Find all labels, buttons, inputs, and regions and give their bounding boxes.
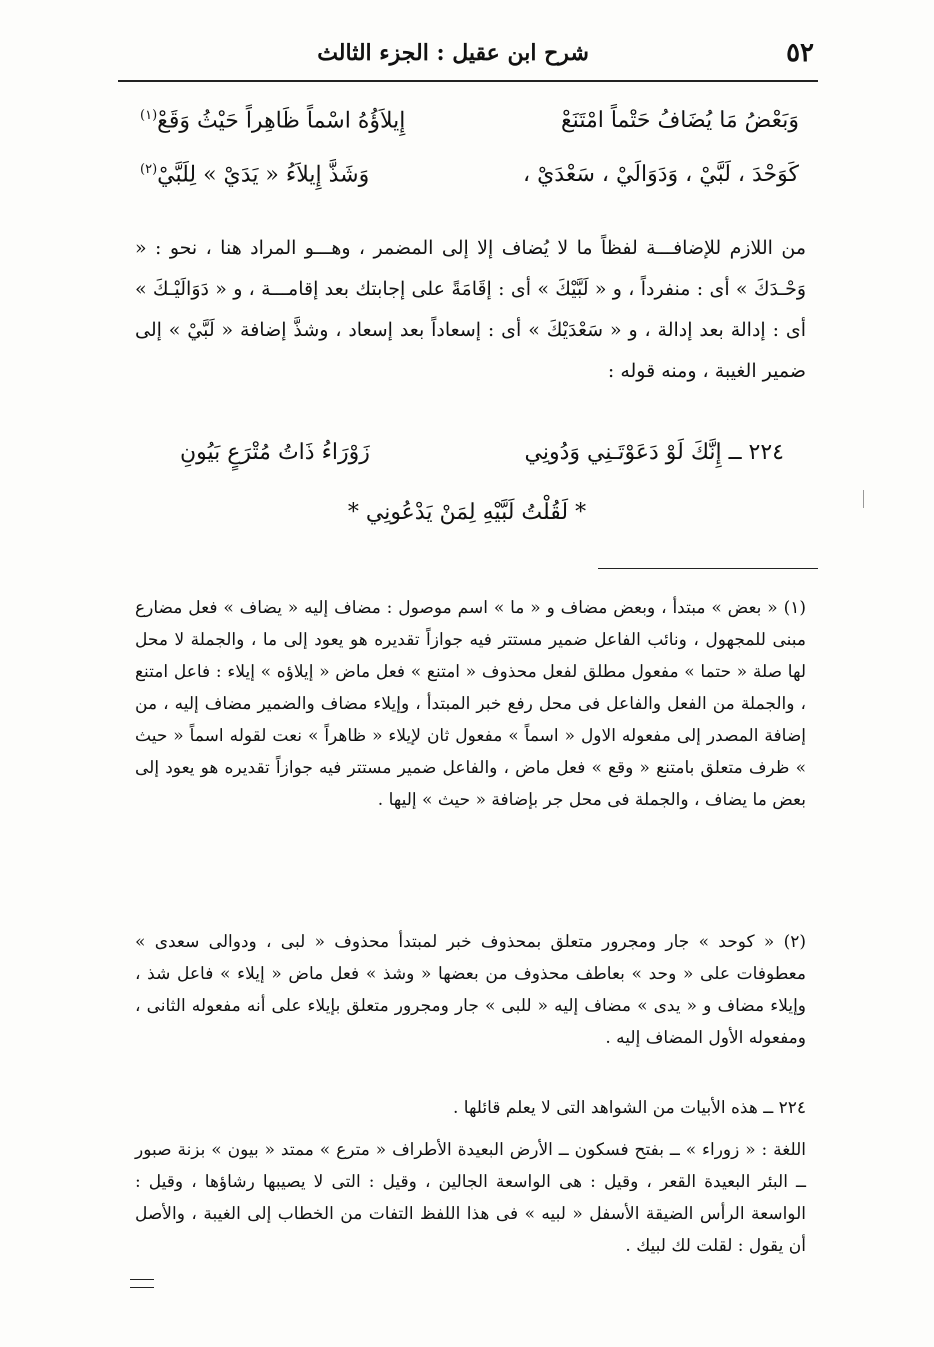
- continuation-mark: [130, 1279, 154, 1288]
- verse-2-left-hemistich: وَشَذَّ إِيلاَءُ « يَدَيْ » لِلَبَّيْ$^{(٢)}$: [140, 162, 370, 188]
- page-header: [120, 28, 814, 78]
- footnote-shahid-lexicon: اللغة : « زوراء » ــ بفتح فسكون ــ الأرض البعيدة الأطراف « مترع » ممتد « بيون » بزنة صبور ــ البئر البعيدة القعر ، وقيل : هى الواسعة الجالين ، وقيل : التى لا يصيبها رشاؤها ، وقيل : الواسعة الرأس الضيقة الأسفل « لبيه » فى هذا اللفظ التفات من الخطاب إلى الغيبة ، والأصل أن يقول : لقلت لك لبيك .: [135, 1140, 807, 1256]
- footnote-1: (١) « بعض » مبتدأ ، وبعض مضاف و « ما » اسم موصول : مضاف إليه « يضاف » فعل مضارع مبنى للمجهول ، ونائب الفاعل ضمير مستتر فيه جوازاً تقديره هو يعود إلى ما ، والجملة لا محل لها صلة « حتما » مفعول مطلق لفعل محذوف « امتنع » فعل ماض « إيلاؤه » إيلاء : فاعل امتنع ، والجملة من الفعل والفاعل فى محل رفع خبر المبتدأ ، وإيلاء مضاف والضمير مضاف إليه ، من إضافة المصدر إلى مفعوله الاول « اسماً » مفعول ثان لإيلاء « ظاهراً » نعت لقوله اسماً « حيث » ظرف متعلق بامتنع « وقع » فعل ماض ، والفاعل ضمير مستتر فيه جوازاً تقديره هو يعود إلى بعض ما يضاف ، والجملة فى محل جر بإضافة « حيث » إليها .: [135, 598, 806, 810]
- verse-2-right-hemistich: كَوَحْدَ ، لَبَّيْ ، وَدَوَالَيْ ، سَعْدَيْ ،: [522, 162, 799, 187]
- shahid-second-hemistich: زَوْرَاءُ ذَاتُ مُتْرَعٍ بَيُونِ: [180, 440, 370, 465]
- verse-1-right-hemistich: وَبَعْضُ مَا يُضَافُ حَتْماً امْتَنَعْ: [560, 108, 799, 133]
- page-number: ٥٢: [786, 38, 814, 68]
- commentary-paragraph: من اللازم للإضافـــة لفظاً ما لا يُضاف إلا إلى المضمر ، وهـــو المراد هنا ، نحو : « وَحْـدَكَ » أى : منفرداً ، و « لَبَّيْكَ » أى : إقَامَةً على إجابتك بعد إقامـــة ، و « دَوَالَيْـكَ » أى : إدالة بعد إدالة ، و « سَعْدَيْكَ » أى : إسعاداً بعد إسعاد ، وشذَّ إضافة « لَبَّيْ » إلى ضمير الغيبة ، ومنه قوله :: [135, 237, 806, 382]
- running-title: شرح ابن عقيل : الجزء الثالث: [317, 40, 589, 66]
- footnote-2: (٢) « كوحد » جار ومجرور متعلق بمحذوف خبر لمبتدأ محذوف « لبى ، ودوالى سعدى » معطوفات على « وحد » بعاطف محذوف من بعضها « وشذ » فعل ماض « إيلاء » فاعل شذ ، وإيلاء مضاف و « يدى » مضاف إليه « للبى » جار ومجرور متعلق بإيلاء على أنه مفعوله الثانى ، ومفعوله الأول المضاف إليه .: [135, 932, 806, 1048]
- footnote-separator: [598, 568, 818, 569]
- footnote-ref-2: (٢): [140, 162, 158, 177]
- alfiyya-verse-2: [140, 162, 799, 187]
- shahid-first-hemistich: ٢٢٤ ــ إِنَّكَ لَوْ دَعَوْتَـنِي وَدُونِي: [524, 440, 784, 465]
- alfiyya-verse-1: [140, 108, 799, 133]
- shahid-verse: [180, 440, 784, 465]
- footnote-shahid-attribution: ٢٢٤ ــ هذه الأبيات من الشواهد التى لا يعلم قائلها .: [452, 1098, 806, 1118]
- gutter-mark: [863, 490, 864, 508]
- header-rule: [118, 80, 818, 82]
- verse-1-left-hemistich: إِيلاَؤُهُ اسْماً ظَاهِراً حَيْثُ وَقَعْ$^{(١)}$: [140, 108, 406, 134]
- shahid-second-line: * لَقُلْتُ لَبَّيْهِ لِمَنْ يَدْعُونِي *: [347, 500, 587, 525]
- shahid-number: ٢٢٤ ــ: [728, 440, 784, 465]
- footnote-ref-1: (١): [140, 108, 158, 123]
